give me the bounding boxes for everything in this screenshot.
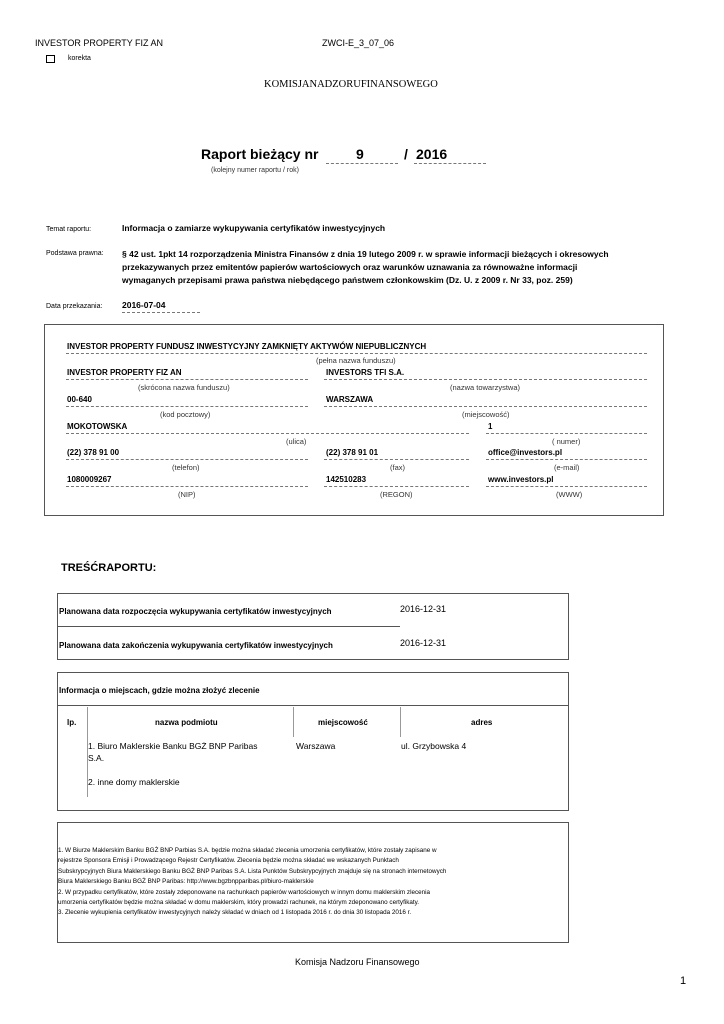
city: WARSZAWA xyxy=(326,395,374,404)
form-code: ZWCI-E_3_07_06 xyxy=(322,38,395,48)
legal-basis-label: Podstawa prawna: xyxy=(46,250,104,257)
street: MOKOTOWSKA xyxy=(67,422,128,431)
regon-caption: (REGON) xyxy=(380,490,413,499)
email-caption: (e-mail) xyxy=(554,463,580,472)
row-1-name-line-2: S.A. xyxy=(88,753,105,763)
start-date-label: Planowana data rozpoczęcia wykupywania certyfikatów inwestycyjnych xyxy=(59,607,332,616)
phone: (22) 378 91 00 xyxy=(67,448,120,457)
table-header-lp: lp. xyxy=(67,718,77,727)
fax: (22) 378 91 01 xyxy=(326,448,379,457)
date-value: 2016-07-04 xyxy=(122,300,166,310)
legal-basis-line-1: § 42 ust. 1pkt 14 rozporządzenia Ministra Finansów z dnia 19 lutego 2009 r. w sprawie informacji bieżących i okresowych xyxy=(122,249,609,259)
header-authority: KOMISJANADZORUFINANSOWEGO xyxy=(264,79,438,90)
nip-caption: (NIP) xyxy=(178,490,196,499)
company-name-caption: (nazwa towarzystwa) xyxy=(450,383,521,392)
fund-short-name-caption: (skrócona nazwa funduszu) xyxy=(138,383,230,392)
legal-basis-line-2: przekazywanych przez emitentów papierów wartościowych oraz warunków uznawania za równoważne informacji xyxy=(122,262,578,272)
notes xyxy=(58,846,446,919)
end-date-label: Planowana data zakończenia wykupywania certyfikatów inwestycyjnych xyxy=(59,641,333,650)
note-line-6: umorzenia certyfikatów będzie można składać w domu maklerskim, który prowadzi rachunek, na którym zdeponowano certyfikaty. xyxy=(58,899,420,907)
fund-full-name: INVESTOR PROPERTY FUNDUSZ INWESTYCYJNY ZAMKNIĘTY AKTYWÓW NIEPUBLICZNYCH xyxy=(67,342,427,351)
table-header-address: adres xyxy=(471,718,493,727)
row-1-city: Warszawa xyxy=(296,741,336,751)
end-date-value: 2016-12-31 xyxy=(400,638,447,648)
nip: 1080009267 xyxy=(67,475,112,484)
row-1-address: ul. Grzybowska 4 xyxy=(401,741,467,751)
report-separator: / xyxy=(404,146,408,162)
postal-code-caption: (kod pocztowy) xyxy=(160,410,211,419)
fund-full-name-caption: (pełna nazwa funduszu) xyxy=(316,356,396,365)
subject-value: Informacja o zamiarze wykupywania certyfikatów inwestycyjnych xyxy=(122,223,386,233)
note-line-5: 2. W przypadku certyfikatów, które zostały zdeponowane na rachunkach papierów wartościowych w innym domu maklerskim zlecenia xyxy=(58,888,431,896)
phone-caption: (telefon) xyxy=(172,463,200,472)
street-caption: (ulica) xyxy=(286,437,307,446)
correction-checkbox[interactable] xyxy=(46,55,55,63)
report-subtitle: (kolejny numer raportu / rok) xyxy=(211,167,299,174)
page-number: 1 xyxy=(680,975,687,987)
regon: 142510283 xyxy=(326,475,367,484)
postal-code: 00-640 xyxy=(67,395,92,404)
company-name: INVESTORS TFI S.A. xyxy=(326,368,405,377)
street-number: 1 xyxy=(488,422,493,431)
report-title-prefix: Raport bieżący nr xyxy=(201,146,319,162)
report-year: 2016 xyxy=(416,146,448,162)
fund-short-name: INVESTOR PROPERTY FIZ AN xyxy=(67,368,182,377)
table-header-city: miejscowość xyxy=(318,718,368,727)
row-2-name: 2. inne domy maklerskie xyxy=(88,777,180,787)
street-number-caption: ( numer) xyxy=(552,437,581,446)
www: www.investors.pl xyxy=(488,475,554,484)
start-date-value: 2016-12-31 xyxy=(400,604,447,614)
table-header-name: nazwa podmiotu xyxy=(155,718,218,727)
www-caption: (WWW) xyxy=(556,490,583,499)
row-1-name-line-1: 1. Biuro Maklerskie Banku BGŻ BNP Paribas xyxy=(88,741,258,751)
correction-label: korekta xyxy=(68,55,91,62)
fax-caption: (fax) xyxy=(390,463,405,472)
email: office@investors.pl xyxy=(488,448,563,457)
date-label: Data przekazania: xyxy=(46,303,103,310)
note-line-4: Biura Maklerskiego Banku BGŻ BNP Paribas: http://www.bgzbnpparibas.pl/biuro-maklerskie xyxy=(58,878,314,886)
content-heading: TREŚĆRAPORTU: xyxy=(61,562,157,574)
places-title: Informacja o miejscach, gdzie można złożyć zlecenie xyxy=(59,686,260,695)
subject-label: Temat raportu: xyxy=(46,226,92,233)
city-caption: (miejscowość) xyxy=(462,410,510,419)
legal-basis-line-3: wymaganych przepisami prawa państwa niebędącego państwem członkowskim (Dz. U. z 2009 r. Nr 33, poz. 259) xyxy=(122,275,573,285)
footer-authority: Komisja Nadzoru Finansowego xyxy=(295,957,420,967)
report-number: 9 xyxy=(356,146,364,162)
header-company-short: INVESTOR PROPERTY FIZ AN xyxy=(35,38,164,48)
note-line-7: 3. Zlecenie wykupienia certyfikatów inwestycyjnych należy składać w dniach od 1 listopada 2016 r. do dnia 30 listopada 2016 r. xyxy=(58,909,412,917)
note-line-2: rejestrze Sponsora Emisji i Prowadzącego Rejestr Certyfikatów. Zlecenia będzie można składać we wskazanych Punktach xyxy=(58,857,399,865)
note-line-3: Subskrypcyjnych Biura Maklerskiego Banku BGŻ BNP Paribas S.A. Lista Punktów Subskrypcyjnych znajduje się na stronach internetowych xyxy=(58,867,447,875)
note-line-1: 1. W Biurze Maklerskim Banku BGŻ BNP Parbias S.A. będzie można składać zlecenia umorzenia certyfikatów, które zostały zapisane w xyxy=(58,847,437,854)
